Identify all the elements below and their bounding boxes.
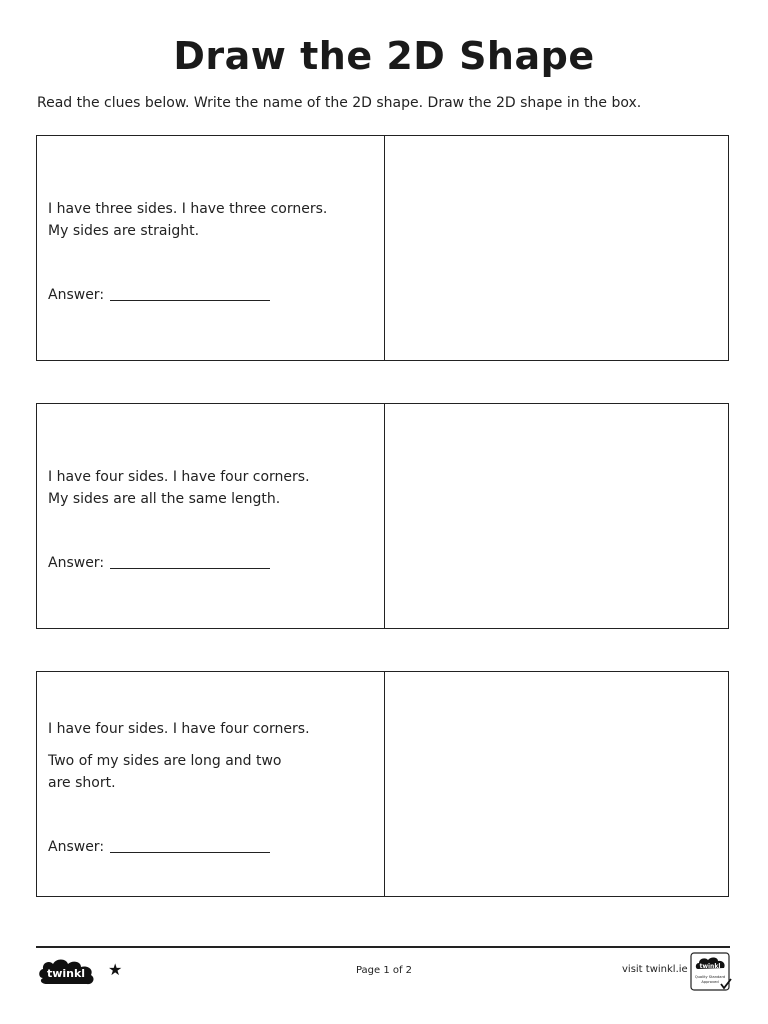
quality-badge-icon [690,952,732,992]
clue-text-3a [48,718,310,740]
page-title: Draw the 2D Shape [173,34,595,78]
clue-line: My sides are straight. [48,223,200,239]
clue-line: are short. [48,775,116,791]
answer-row-3 [48,836,270,855]
badge-brand: twinkl [699,963,721,970]
answer-row-2 [48,552,270,571]
clue-cell-3 [37,672,385,896]
answer-label: Answer: [48,287,105,303]
instructions: Read the clues below. Write the name of the 2D shape. Draw the 2D shape in the box. [37,95,642,111]
answer-label: Answer: [48,555,105,571]
drawing-box-2[interactable] [385,404,728,628]
badge-line-2: Approved [701,980,719,984]
logo-text: twinkl [46,967,86,980]
answer-field-2[interactable] [110,552,270,569]
clue-cell-1 [37,136,385,360]
clue-text-1 [48,198,327,242]
task-box-2 [36,403,729,629]
clue-line: I have four sides. I have four corners. [48,469,310,485]
answer-label: Answer: [48,839,105,855]
task-box-1 [36,135,729,361]
badge-line-1: Quality Standard [694,975,726,979]
clue-line: I have four sides. I have four corners. [48,721,310,737]
star-icon: ★ [108,960,123,979]
page-number: Page 1 of 2 [355,965,413,976]
answer-field-1[interactable] [110,284,270,301]
answer-row-1 [48,284,270,303]
clue-cell-2 [37,404,385,628]
clue-line: I have three sides. I have three corners. [48,201,328,217]
clue-text-3b [48,750,282,794]
clue-text-2 [48,466,310,510]
visit-link[interactable]: visit twinkl.ie [622,964,688,975]
drawing-box-1[interactable] [385,136,728,360]
answer-field-3[interactable] [110,836,270,853]
clue-line: Two of my sides are long and two [48,753,282,769]
clue-line: My sides are all the same length. [48,491,281,507]
footer-divider [36,946,730,948]
task-box-3 [36,671,729,897]
drawing-box-3[interactable] [385,672,728,896]
